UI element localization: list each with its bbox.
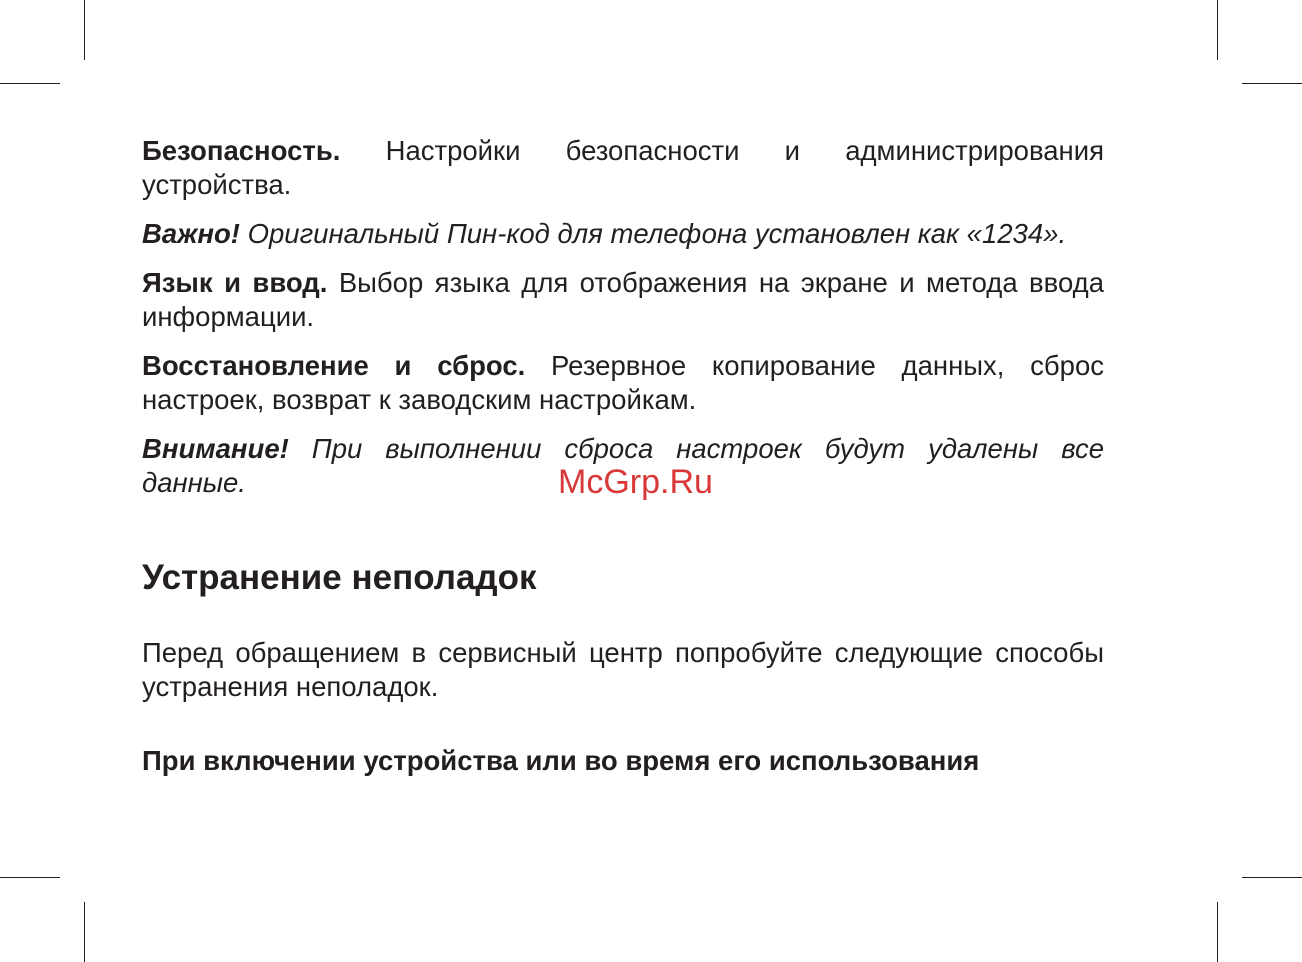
paragraph-security [142,134,1104,202]
important-lead: Важно! [142,218,240,249]
section-intro: Перед обращением в сервисный центр попробуйте следующие способы устранения неполадок. [142,637,1104,702]
crop-mark-top-right-v [1217,0,1218,60]
security-text: Настройки безопасности и администрирования устройства. [142,135,1104,200]
crop-mark-top-right-h [1242,83,1302,84]
crop-mark-bottom-left-v [84,902,85,962]
paragraph-important [142,217,1104,251]
crop-mark-top-left-h [0,83,60,84]
paragraph-backup-reset [142,349,1104,417]
security-lead: Безопасность. [142,135,341,166]
watermark: McGrp.Ru [558,463,713,501]
language-lead: Язык и ввод. [142,267,328,298]
language-text: Выбор языка для отображения на экране и метода ввода информации. [142,267,1104,332]
backup-reset-lead: Восстановление и сброс. [142,350,526,381]
backup-reset-text: Резервное копирование данных, сброс настроек, возврат к заводским настройкам. [142,350,1104,415]
crop-mark-bottom-left-h [0,877,60,878]
crop-mark-bottom-right-v [1217,902,1218,962]
warning-text: При выполнении сброса настроек будут удалены все данные. [142,433,1104,498]
warning-lead: Внимание! [142,433,289,464]
crop-mark-bottom-right-h [1242,877,1302,878]
paragraph-language [142,266,1104,334]
section-heading: Устранение неполадок [142,558,537,597]
section-subheading: При включении устройства или во время его использования [142,745,980,776]
important-text: Оригинальный Пин-код для телефона установлен как «1234». [239,218,1067,249]
crop-mark-top-left-v [84,0,85,60]
page-content [142,134,1104,778]
